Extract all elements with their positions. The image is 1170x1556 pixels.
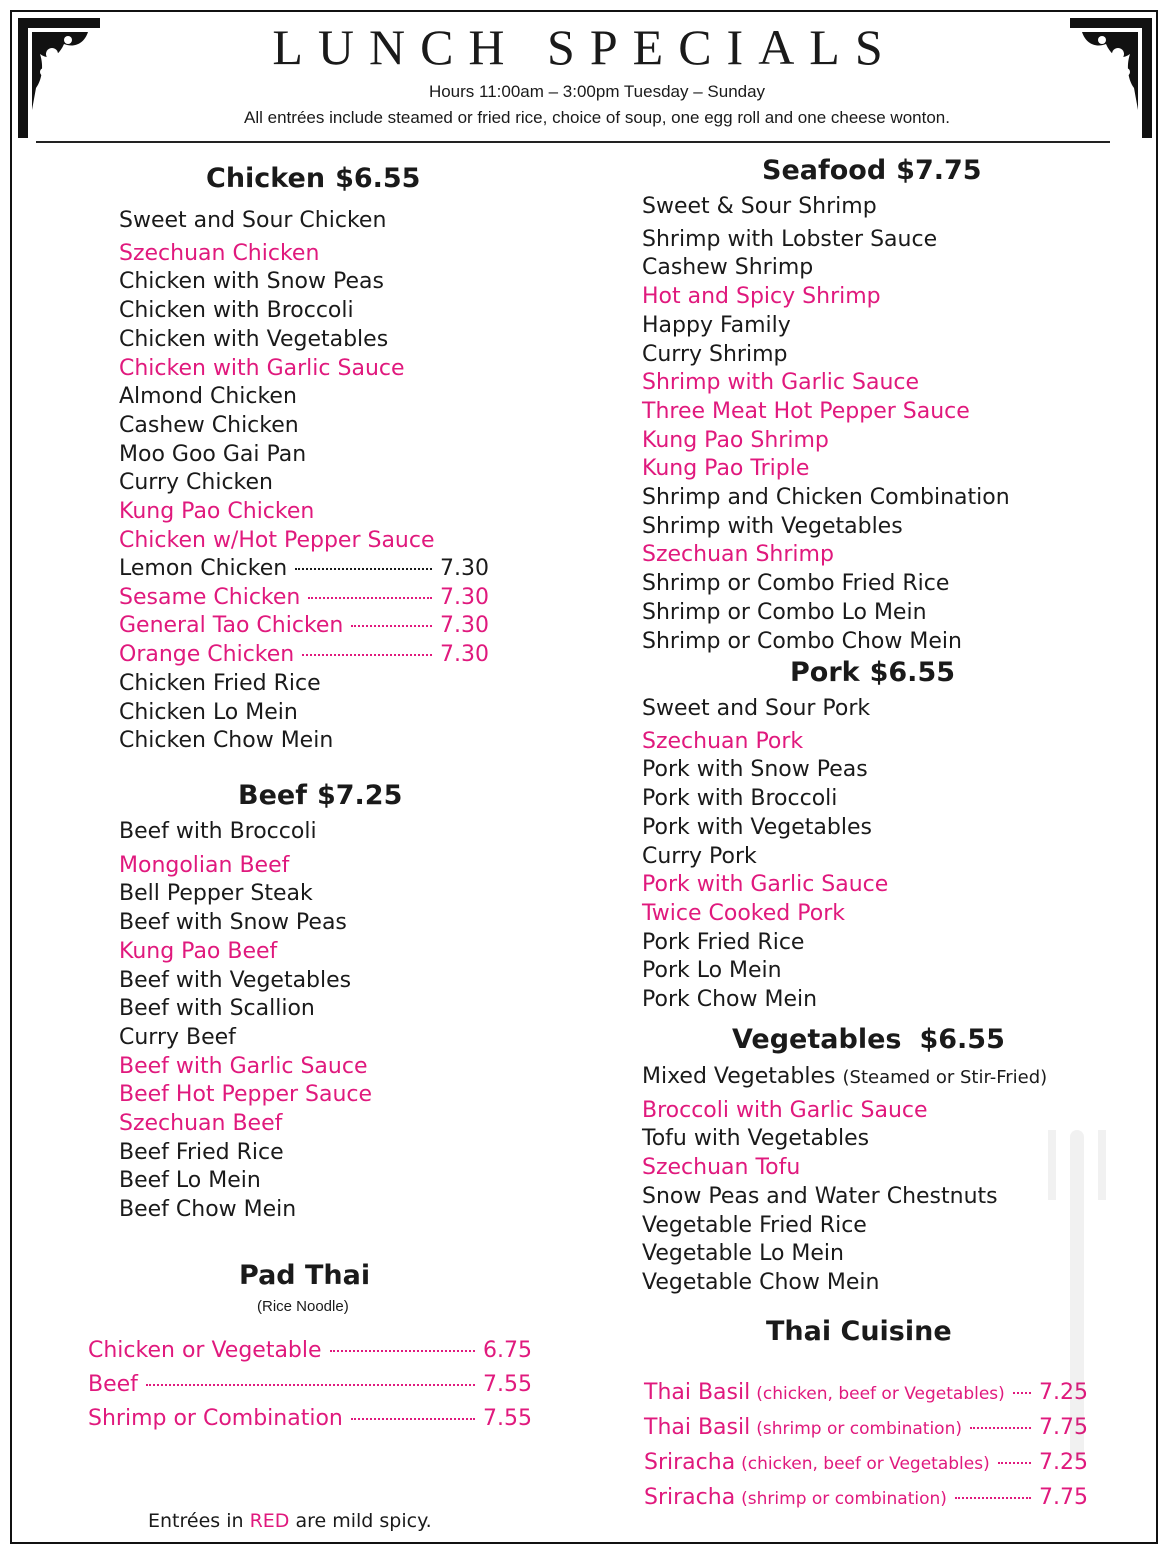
menu-item: Chicken Lo Mein xyxy=(119,699,298,725)
menu-item: Beef Fried Rice xyxy=(119,1139,284,1165)
seafood-list xyxy=(642,193,1010,656)
menu-item: Bell Pepper Steak xyxy=(119,881,313,907)
menu-item: Szechuan Chicken xyxy=(119,240,320,266)
menu-item: Shrimp or Combo Chow Mein xyxy=(642,628,962,654)
priced-item xyxy=(88,1402,532,1436)
leader-dots xyxy=(998,1462,1031,1464)
item-price: 6.75 xyxy=(483,1338,532,1363)
menu-item: Pork Fried Rice xyxy=(642,929,805,955)
menu-item: Shrimp with Vegetables xyxy=(642,513,903,539)
item-note: (shrimp or combination) xyxy=(756,1419,962,1439)
priced-item xyxy=(644,1481,1088,1516)
item-price: 7.30 xyxy=(440,642,489,668)
leader-dots xyxy=(295,568,432,570)
menu-item: Kung Pao Chicken xyxy=(119,499,315,525)
menu-item: Tofu with Vegetables xyxy=(642,1126,870,1152)
seafood-heading xyxy=(762,155,982,186)
footer-red-word: RED xyxy=(249,1510,290,1532)
beef-list xyxy=(119,818,372,1225)
priced-item xyxy=(644,1411,1088,1446)
thai-list xyxy=(644,1376,1088,1516)
priced-item xyxy=(88,1334,532,1368)
item-label: Shrimp or Combination xyxy=(88,1406,343,1431)
fork-watermark-icon xyxy=(1042,1130,1112,1460)
menu-item: Cashew Shrimp xyxy=(642,255,814,281)
leader-dots xyxy=(970,1427,1031,1429)
menu-item: Vegetable Chow Mein xyxy=(642,1269,880,1295)
hours-text: Hours 11:00am – 3:00pm Tuesday – Sunday xyxy=(428,82,766,101)
pad-thai-title: Pad Thai xyxy=(239,1260,371,1291)
menu-item: Mongolian Beef xyxy=(119,852,290,878)
pork-price: $6.55 xyxy=(869,657,956,688)
menu-item: Chicken with Garlic Sauce xyxy=(119,355,405,381)
menu-item: Three Meat Hot Pepper Sauce xyxy=(642,398,970,424)
menu-item xyxy=(642,1063,1047,1093)
page-title: LUNCH SPECIALS xyxy=(272,19,898,75)
pork-list xyxy=(642,695,888,1015)
menu-item: Snow Peas and Water Chestnuts xyxy=(642,1183,998,1209)
priced-item xyxy=(644,1446,1088,1481)
menu-item: Pork Chow Mein xyxy=(642,987,818,1013)
menu-item: Vegetable Lo Mein xyxy=(642,1241,844,1267)
item-price: 7.75 xyxy=(1039,1415,1088,1440)
menu-item: Beef with Snow Peas xyxy=(119,910,347,936)
priced-item xyxy=(119,612,489,641)
menu-item: Curry Pork xyxy=(642,843,757,869)
menu-item: Pork with Snow Peas xyxy=(642,757,868,783)
thai-title: Thai Cuisine xyxy=(766,1316,952,1347)
item-price: 7.55 xyxy=(483,1372,532,1397)
menu-item: Curry Chicken xyxy=(119,470,273,496)
chicken-priced-list xyxy=(119,555,489,670)
chicken-list xyxy=(119,207,435,555)
vegetables-heading xyxy=(732,1024,1005,1055)
seafood-title: Seafood xyxy=(762,155,887,186)
menu-item: Shrimp with Lobster Sauce xyxy=(642,226,938,252)
item-price: 7.30 xyxy=(440,584,489,610)
menu-item: Shrimp or Combo Lo Mein xyxy=(642,599,927,625)
item-price: 7.30 xyxy=(440,556,489,581)
item-label: Thai Basil xyxy=(644,1415,751,1440)
menu-item: Cashew Chicken xyxy=(119,412,299,438)
menu-item: Beef with Broccoli xyxy=(119,819,317,844)
menu-item: Beef with Garlic Sauce xyxy=(119,1053,368,1079)
menu-item: Shrimp or Combo Fried Rice xyxy=(642,571,950,597)
item-price: 7.30 xyxy=(440,613,489,639)
footer-text: Entrées in xyxy=(148,1510,244,1532)
menu-item: Beef with Scallion xyxy=(119,996,315,1022)
item-label: Mixed Vegetables xyxy=(642,1064,836,1089)
vegetables-list xyxy=(642,1063,1047,1298)
menu-item: Broccoli with Garlic Sauce xyxy=(642,1097,928,1123)
item-label: Beef xyxy=(88,1372,138,1397)
item-label: Orange Chicken xyxy=(119,642,295,668)
leader-dots xyxy=(308,597,432,599)
item-price: 7.75 xyxy=(1039,1485,1088,1510)
pad-thai-note: (Rice Noodle) xyxy=(257,1298,349,1315)
beef-heading xyxy=(238,780,402,811)
priced-item xyxy=(644,1376,1088,1411)
chicken-more-list xyxy=(119,670,333,756)
menu-item: Sweet and Sour Pork xyxy=(642,696,871,721)
item-label: Lemon Chicken xyxy=(119,556,288,581)
menu-item: Moo Goo Gai Pan xyxy=(119,441,307,467)
item-label: Thai Basil xyxy=(644,1380,751,1405)
item-label: General Tao Chicken xyxy=(119,613,344,639)
menu-item: Twice Cooked Pork xyxy=(642,900,845,926)
pork-title: Pork xyxy=(790,657,860,688)
beef-title: Beef xyxy=(238,780,307,811)
menu-item: Kung Pao Triple xyxy=(642,456,810,482)
menu-item: Pork with Garlic Sauce xyxy=(642,872,889,898)
menu-item: Szechuan Tofu xyxy=(642,1155,801,1181)
leader-dots xyxy=(146,1384,475,1386)
pad-thai-list xyxy=(88,1334,532,1436)
leader-dots xyxy=(351,625,432,627)
menu-item: Sweet & Sour Shrimp xyxy=(642,194,877,219)
priced-item xyxy=(119,584,489,613)
menu-item: Chicken with Snow Peas xyxy=(119,269,384,295)
item-note: (shrimp or combination) xyxy=(741,1489,947,1509)
menu-item: Sweet and Sour Chicken xyxy=(119,208,387,233)
item-label: Sesame Chicken xyxy=(119,584,301,610)
vegetables-title: Vegetables xyxy=(732,1024,902,1055)
item-note: (chicken, beef or Vegetables) xyxy=(756,1384,1005,1404)
leader-dots xyxy=(351,1418,475,1420)
menu-item: Pork with Vegetables xyxy=(642,814,872,840)
menu-item: Szechuan Pork xyxy=(642,728,804,754)
leader-dots xyxy=(955,1497,1031,1499)
seafood-price: $7.75 xyxy=(896,155,982,186)
menu-item: Beef Hot Pepper Sauce xyxy=(119,1082,373,1108)
menu-item: Vegetable Fried Rice xyxy=(642,1212,867,1238)
menu-item: Chicken with Vegetables xyxy=(119,326,389,352)
item-note: (chicken, beef or Vegetables) xyxy=(741,1454,990,1474)
pad-thai-heading xyxy=(239,1260,370,1291)
menu-item: Curry Shrimp xyxy=(642,341,788,367)
leader-dots xyxy=(330,1350,475,1352)
spicy-note xyxy=(148,1510,432,1532)
priced-item xyxy=(119,641,489,670)
header-divider xyxy=(36,141,1110,143)
pork-heading xyxy=(790,657,955,688)
menu-item: Pork Lo Mein xyxy=(642,958,782,984)
priced-item xyxy=(88,1368,532,1402)
menu-item: Kung Pao Beef xyxy=(119,938,278,964)
chicken-title: Chicken xyxy=(206,163,326,194)
menu-item: Shrimp and Chicken Combination xyxy=(642,485,1010,511)
thai-heading xyxy=(766,1316,952,1347)
menu-item: Pork with Broccoli xyxy=(642,786,838,812)
leader-dots xyxy=(1013,1392,1031,1394)
menu-item: Hot and Spicy Shrimp xyxy=(642,284,881,310)
menu-item: Kung Pao Shrimp xyxy=(642,427,829,453)
menu-item: Chicken Fried Rice xyxy=(119,671,321,696)
menu-item: Chicken with Broccoli xyxy=(119,298,354,324)
item-note: (Steamed or Stir-Fried) xyxy=(842,1067,1048,1088)
menu-item: Chicken w/Hot Pepper Sauce xyxy=(119,527,435,553)
menu-item: Szechuan Shrimp xyxy=(642,542,834,568)
menu-item: Almond Chicken xyxy=(119,384,297,410)
menu-item: Shrimp with Garlic Sauce xyxy=(642,370,920,396)
includes-text: All entrées include steamed or fried rice, choice of soup, one egg roll and one cheese wonton. xyxy=(244,108,950,127)
item-label: Sriracha xyxy=(644,1450,736,1475)
menu-item: Szechuan Beef xyxy=(119,1111,283,1137)
menu-item: Curry Beef xyxy=(119,1024,236,1050)
chicken-heading xyxy=(206,163,420,194)
item-price: 7.25 xyxy=(1039,1450,1088,1475)
vegetables-price: $6.55 xyxy=(919,1024,1005,1055)
menu-item: Happy Family xyxy=(642,312,791,338)
menu-item: Chicken Chow Mein xyxy=(119,728,334,754)
leader-dots xyxy=(302,654,432,656)
menu-item: Beef with Vegetables xyxy=(119,967,352,993)
item-label: Sriracha xyxy=(644,1485,736,1510)
footer-text: are mild spicy. xyxy=(295,1510,432,1532)
beef-price: $7.25 xyxy=(316,780,403,811)
priced-item xyxy=(119,555,489,584)
item-price: 7.25 xyxy=(1039,1380,1088,1405)
item-label: Chicken or Vegetable xyxy=(88,1338,322,1363)
menu-item: Beef Chow Mein xyxy=(119,1197,297,1223)
chicken-price: $6.55 xyxy=(335,163,421,194)
item-price: 7.55 xyxy=(483,1406,532,1431)
menu-item: Beef Lo Mein xyxy=(119,1168,261,1194)
